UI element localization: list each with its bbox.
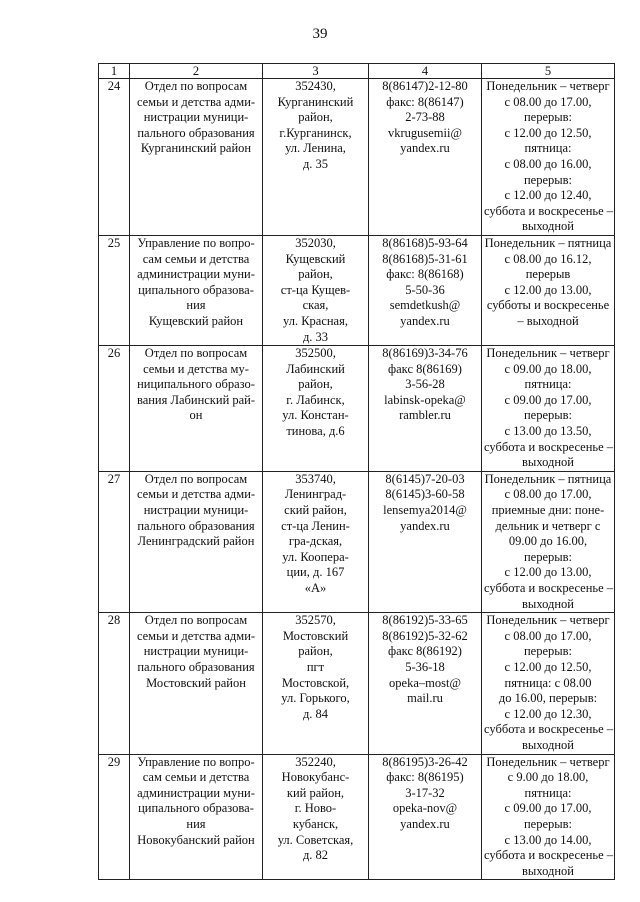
cell-line: факс: 8(86147) bbox=[386, 94, 464, 109]
cell-line: выходной bbox=[522, 596, 574, 611]
cell-line: ский район, bbox=[284, 503, 347, 518]
cell-line: с 09.00 до 18.00, bbox=[504, 361, 592, 376]
cell-line: ния bbox=[186, 298, 206, 313]
cell-line: с 08.00 до 16.12, bbox=[504, 251, 592, 266]
cell-line: с 12.00 до 12.40, bbox=[504, 188, 592, 203]
cell-line: суббота и воскресенье – bbox=[484, 203, 614, 218]
cell-line: ул. Констан- bbox=[282, 408, 349, 423]
cell-line: семьи и детства адми- bbox=[136, 487, 256, 502]
cell-line: Кущевский район bbox=[148, 313, 244, 328]
cell-line: с 08.00 до 17.00, bbox=[504, 94, 592, 109]
cell-line: 352240, bbox=[295, 754, 336, 769]
row-number-cell: 29 bbox=[99, 754, 130, 880]
cell-line: с 08.00 до 16.00, bbox=[504, 156, 592, 171]
table-row bbox=[99, 613, 615, 754]
cell-line: факс: 8(86168) bbox=[386, 267, 464, 282]
cell-line: факс 8(86169) bbox=[388, 361, 462, 376]
cell-line: 3-56-28 bbox=[405, 377, 445, 392]
schedule-cell bbox=[482, 79, 615, 236]
cell-line: Ленинград- bbox=[284, 487, 347, 502]
contacts-cell bbox=[369, 613, 482, 754]
cell-line: нистрации муници- bbox=[143, 644, 249, 659]
department-cell bbox=[130, 235, 263, 345]
cell-line: Курганинский bbox=[277, 94, 354, 109]
cell-line: 5-50-36 bbox=[405, 282, 445, 297]
cell-line: семьи и детства адми- bbox=[136, 94, 256, 109]
cell-line: выходной bbox=[522, 863, 574, 878]
cell-line: с 08.00 до 17.00, bbox=[504, 628, 592, 643]
cell-line: сам семьи и детства bbox=[142, 770, 250, 785]
cell-line: 8(86147)2-12-80 bbox=[382, 79, 468, 93]
department-cell bbox=[130, 471, 263, 612]
cell-line: Понедельник – четверг bbox=[486, 346, 610, 361]
department-cell bbox=[130, 613, 263, 754]
contacts-table bbox=[98, 63, 615, 880]
row-number-cell: 24 bbox=[99, 79, 130, 236]
cell-line: г.Курганинск, bbox=[279, 125, 352, 140]
table-row bbox=[99, 754, 615, 880]
cell-line: д. 82 bbox=[302, 848, 329, 863]
cell-line: с 13.00 до 14.00, bbox=[504, 832, 592, 847]
cell-line: с 09.00 до 17.00, bbox=[504, 801, 592, 816]
cell-line: «А» bbox=[304, 581, 327, 595]
cell-line: д. 33 bbox=[302, 329, 329, 344]
cell-line: 8(86169)3-34-76 bbox=[382, 346, 468, 361]
cell-line: rambler.ru bbox=[399, 408, 451, 423]
cell-line: с 12.00 до 12.50, bbox=[504, 125, 592, 140]
cell-line: перерыв: bbox=[523, 110, 573, 125]
address-cell bbox=[263, 79, 369, 236]
cell-line: ул. Ленина, bbox=[285, 141, 346, 156]
address-cell bbox=[263, 346, 369, 472]
cell-line: ции, д. 167 bbox=[286, 565, 345, 580]
cell-line: lensemya2014@ bbox=[383, 503, 467, 518]
table-row bbox=[99, 235, 615, 345]
cell-line: 8(86168)5-31-61 bbox=[382, 251, 468, 266]
contacts-cell bbox=[369, 471, 482, 612]
cell-line: с 12.00 до 13.00, bbox=[504, 282, 592, 297]
cell-line: пального образования bbox=[137, 518, 255, 533]
address-cell bbox=[263, 235, 369, 345]
cell-line: с 12.00 до 12.30, bbox=[504, 706, 592, 721]
cell-line: 2-73-88 bbox=[405, 110, 445, 125]
cell-line: 353740, bbox=[295, 471, 336, 486]
cell-line: opeka–most@ bbox=[389, 675, 461, 690]
cell-line: 09.00 до 16.00, bbox=[508, 534, 588, 549]
cell-line: администрации муни- bbox=[137, 785, 255, 800]
cell-line: Отдел по вопросам bbox=[144, 79, 248, 93]
cell-line: ул. Горького, bbox=[281, 691, 350, 706]
cell-line: семьи и детства му- bbox=[143, 361, 249, 376]
cell-line: г. Лабинск, bbox=[286, 392, 345, 407]
cell-line: yandex.ru bbox=[400, 816, 450, 831]
cell-line: факс: 8(86195) bbox=[386, 770, 464, 785]
cell-line: перерыв: bbox=[523, 816, 573, 831]
header-cell: 2 bbox=[130, 64, 263, 79]
cell-line: выходной bbox=[522, 455, 574, 470]
schedule-cell bbox=[482, 613, 615, 754]
cell-line: перерыв: bbox=[523, 408, 573, 423]
cell-line: Новокубанс- bbox=[281, 770, 350, 785]
cell-line: нистрации муници- bbox=[143, 503, 249, 518]
cell-line: суббота и воскресенье – bbox=[484, 439, 614, 454]
header-cell: 4 bbox=[369, 64, 482, 79]
cell-line: перерыв: bbox=[523, 549, 573, 564]
cell-line: суббота и воскресенье – bbox=[484, 581, 614, 595]
cell-line: район, bbox=[298, 267, 333, 282]
cell-line: он bbox=[189, 408, 203, 423]
schedule-cell bbox=[482, 754, 615, 880]
cell-line: факс 8(86192) bbox=[388, 644, 462, 659]
cell-line: ская, bbox=[302, 298, 329, 313]
cell-line: ципального образова- bbox=[138, 282, 254, 297]
cell-line: Отдел по вопросам bbox=[144, 346, 248, 361]
header-cell: 1 bbox=[99, 64, 130, 79]
page-number: 39 bbox=[312, 26, 328, 42]
cell-line: 3-17-32 bbox=[405, 785, 445, 800]
cell-line: mail.ru bbox=[407, 691, 443, 706]
department-cell bbox=[130, 754, 263, 880]
cell-line: 8(86168)5-93-64 bbox=[382, 235, 468, 250]
cell-line: нистрации муници- bbox=[143, 110, 249, 125]
cell-line: кубанск, bbox=[292, 816, 339, 831]
table-row bbox=[99, 471, 615, 612]
cell-line: Кущевский bbox=[285, 251, 346, 266]
cell-line: labinsk-opeka@ bbox=[384, 392, 466, 407]
cell-line: – выходной bbox=[517, 313, 579, 328]
cell-line: opeka-nov@ bbox=[392, 801, 458, 816]
table-row bbox=[99, 346, 615, 472]
schedule-cell bbox=[482, 235, 615, 345]
cell-line: 352030, bbox=[295, 235, 336, 250]
cell-line: пятница: bbox=[524, 785, 572, 800]
cell-line: ст-ца Ленин- bbox=[281, 518, 350, 533]
cell-line: с 12.00 до 13.00, bbox=[504, 565, 592, 580]
cell-line: с 08.00 до 17.00, bbox=[504, 487, 592, 502]
cell-line: Понедельник – четверг bbox=[486, 79, 610, 93]
cell-line: Управление по вопро- bbox=[137, 754, 255, 769]
cell-line: Ленинградский район bbox=[137, 534, 255, 549]
cell-line: ния bbox=[186, 816, 206, 831]
row-number-cell: 26 bbox=[99, 346, 130, 472]
address-cell bbox=[263, 613, 369, 754]
contacts-cell bbox=[369, 235, 482, 345]
cell-line: пятница: с 08.00 bbox=[504, 675, 592, 690]
cell-line: перерыв: bbox=[523, 644, 573, 659]
cell-line: ул. Красная, bbox=[283, 313, 348, 328]
cell-line: Новокубанский район bbox=[137, 832, 255, 847]
cell-line: д. 84 bbox=[302, 706, 329, 721]
cell-line: Понедельник – пятница bbox=[484, 471, 612, 486]
cell-line: субботы и воскресенье bbox=[486, 298, 610, 313]
cell-line: Мостовской, bbox=[281, 675, 350, 690]
cell-line: 8(6145)3-60-58 bbox=[385, 487, 465, 502]
cell-line: 352430, bbox=[295, 79, 336, 93]
table-header-row bbox=[99, 64, 615, 79]
cell-line: выходной bbox=[522, 737, 574, 752]
department-cell bbox=[130, 79, 263, 236]
cell-line: пального образования bbox=[137, 659, 255, 674]
cell-line: вания Лабинский рай- bbox=[136, 392, 256, 407]
cell-line: ципального образова- bbox=[138, 801, 254, 816]
cell-line: Курганинский район bbox=[140, 141, 252, 156]
cell-line: Понедельник – четверг bbox=[486, 754, 610, 769]
cell-line: Лабинский bbox=[286, 361, 345, 376]
cell-line: приемные дни: поне- bbox=[491, 503, 605, 518]
cell-line: Мостовский район bbox=[146, 675, 246, 690]
header-cell: 3 bbox=[263, 64, 369, 79]
cell-line: Отдел по вопросам bbox=[144, 613, 248, 628]
schedule-cell bbox=[482, 346, 615, 472]
address-cell bbox=[263, 471, 369, 612]
cell-line: с 9.00 до 18.00, bbox=[507, 770, 589, 785]
cell-line: сам семьи и детства bbox=[142, 251, 250, 266]
cell-line: yandex.ru bbox=[400, 313, 450, 328]
cell-line: перерыв bbox=[525, 267, 571, 282]
contacts-cell bbox=[369, 754, 482, 880]
table-row bbox=[99, 79, 615, 236]
cell-line: с 09.00 до 17.00, bbox=[504, 392, 592, 407]
cell-line: ниципального образо- bbox=[137, 377, 255, 392]
cell-line: vkrugusemii@ bbox=[387, 125, 462, 140]
cell-line: Отдел по вопросам bbox=[144, 471, 248, 486]
cell-line: ул. Коопера- bbox=[282, 549, 349, 564]
cell-line: пятница: bbox=[524, 141, 572, 156]
cell-line: кий район, bbox=[286, 785, 345, 800]
cell-line: 8(6145)7-20-03 bbox=[385, 471, 465, 486]
cell-line: пального образования bbox=[137, 125, 255, 140]
cell-line: пятница: bbox=[524, 377, 572, 392]
contacts-cell bbox=[369, 79, 482, 236]
cell-line: 8(86195)3-26-42 bbox=[382, 754, 468, 769]
cell-line: пгт bbox=[306, 659, 325, 674]
cell-line: 8(86192)5-33-65 bbox=[382, 613, 468, 628]
address-cell bbox=[263, 754, 369, 880]
cell-line: район, bbox=[298, 644, 333, 659]
cell-line: ст-ца Кущев- bbox=[280, 282, 351, 297]
cell-line: Понедельник – четверг bbox=[486, 613, 610, 628]
cell-line: перерыв: bbox=[523, 172, 573, 187]
cell-line: тинова, д.6 bbox=[286, 424, 345, 439]
department-cell bbox=[130, 346, 263, 472]
row-number-cell: 25 bbox=[99, 235, 130, 345]
cell-line: с 12.00 до 12.50, bbox=[504, 659, 592, 674]
cell-line: 5-36-18 bbox=[405, 659, 445, 674]
cell-line: yandex.ru bbox=[400, 141, 450, 156]
cell-line: выходной bbox=[522, 219, 574, 234]
cell-line: 8(86192)5-32-62 bbox=[382, 628, 468, 643]
cell-line: семьи и детства адми- bbox=[136, 628, 256, 643]
cell-line: до 16.00, перерыв: bbox=[498, 691, 598, 706]
schedule-cell bbox=[482, 471, 615, 612]
cell-line: Понедельник – пятница bbox=[484, 235, 612, 250]
cell-line: semdetkush@ bbox=[389, 298, 461, 313]
cell-line: Мостовский bbox=[282, 628, 349, 643]
cell-line: район, bbox=[298, 110, 333, 125]
cell-line: с 13.00 до 13.50, bbox=[504, 424, 592, 439]
cell-line: 352500, bbox=[295, 346, 336, 361]
cell-line: дельник и четверг с bbox=[495, 518, 601, 533]
cell-line: район, bbox=[298, 377, 333, 392]
cell-line: 352570, bbox=[295, 613, 336, 628]
cell-line: суббота и воскресенье – bbox=[484, 722, 614, 737]
row-number-cell: 28 bbox=[99, 613, 130, 754]
contacts-cell bbox=[369, 346, 482, 472]
cell-line: администрации муни- bbox=[137, 267, 255, 282]
cell-line: г. Ново- bbox=[294, 801, 337, 816]
cell-line: гра-дская, bbox=[288, 534, 343, 549]
cell-line: д. 35 bbox=[302, 156, 329, 171]
header-cell: 5 bbox=[482, 64, 615, 79]
cell-line: Управление по вопро- bbox=[137, 235, 255, 250]
cell-line: суббота и воскресенье – bbox=[484, 848, 614, 863]
cell-line: ул. Советская, bbox=[277, 832, 354, 847]
cell-line: yandex.ru bbox=[400, 518, 450, 533]
row-number-cell: 27 bbox=[99, 471, 130, 612]
